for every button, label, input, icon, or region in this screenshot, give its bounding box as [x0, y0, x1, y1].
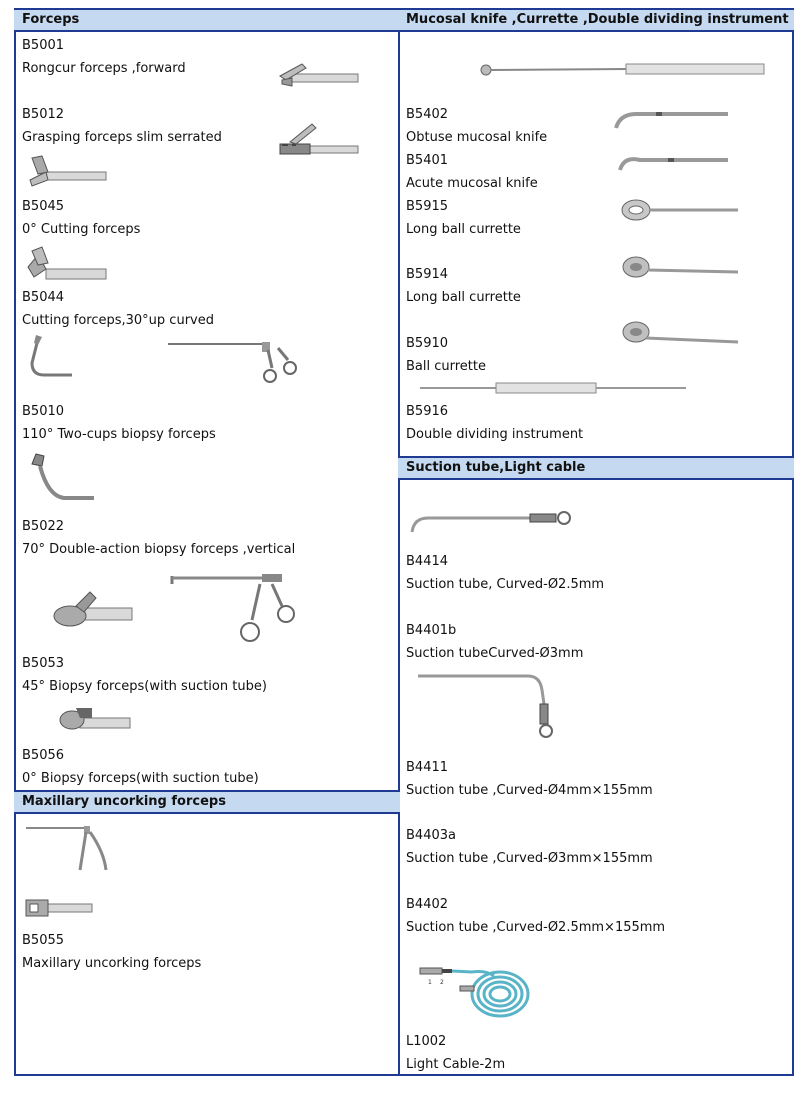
- item-name: Suction tubeCurved-Ø3mm: [406, 646, 584, 661]
- item-code: B4402: [406, 897, 449, 912]
- two-cups-biopsy-tip-image: [24, 333, 76, 381]
- item-name: Rongcur forceps ,forward: [22, 61, 186, 76]
- item-code: B5012: [22, 107, 65, 122]
- suction-tube-b4401b-image: [416, 670, 562, 740]
- item-code: B5045: [22, 199, 65, 214]
- cable-mark-2: 2: [440, 979, 444, 986]
- double-action-biopsy-image: [24, 452, 96, 504]
- biopsy-45-forceps-image: [168, 570, 308, 646]
- cable-mark-1: 1: [428, 979, 432, 986]
- item-code: B5916: [406, 404, 449, 419]
- item-code: B5910: [406, 336, 449, 351]
- item-code: B4403a: [406, 828, 456, 843]
- item-code: B5044: [22, 290, 65, 305]
- item-code: B4414: [406, 554, 449, 569]
- curette-overview-image: [478, 56, 768, 82]
- item-name: Suction tube, Curved-Ø2.5mm: [406, 577, 605, 592]
- suction-tube-b4414-image: [408, 506, 574, 536]
- item-name: Long ball currette: [406, 290, 521, 305]
- item-code: B5053: [22, 656, 65, 671]
- item-name: 70° Double-action biopsy forceps ,vertical: [22, 542, 296, 557]
- item-code: B5001: [22, 38, 65, 53]
- item-name: Light Cable-2m: [406, 1057, 506, 1072]
- item-name: Grasping forceps slim serrated: [22, 130, 222, 145]
- column-divider: [398, 8, 400, 1076]
- rongeur-forceps-image: [276, 52, 361, 90]
- item-code: B4401b: [406, 623, 457, 638]
- item-name: Maxillary uncorking forceps: [22, 956, 202, 971]
- forceps-header: Forceps: [14, 8, 400, 32]
- item-name: Suction tube ,Curved-Ø2.5mm×155mm: [406, 920, 666, 935]
- maxillary-forceps-image: [24, 822, 110, 874]
- cutting-forceps-30-image: [24, 245, 108, 283]
- suction-header: Suction tube,Light cable: [398, 456, 794, 480]
- cutting-forceps-0-image: [26, 152, 108, 188]
- item-name: 110° Two-cups biopsy forceps: [22, 427, 216, 442]
- item-name: Suction tube ,Curved-Ø3mm×155mm: [406, 851, 653, 866]
- item-code: B5056: [22, 748, 65, 763]
- item-name: 0° Cutting forceps: [22, 222, 141, 237]
- maxillary-header: Maxillary uncorking forceps: [14, 790, 400, 814]
- item-name: 0° Biopsy forceps(with suction tube): [22, 771, 259, 786]
- item-code: B5010: [22, 404, 65, 419]
- grasping-forceps-image: [276, 118, 361, 160]
- long-ball-currette-1-image: [620, 196, 740, 224]
- item-code: B5022: [22, 519, 65, 534]
- item-code: B5402: [406, 107, 449, 122]
- acute-knife-image: [618, 150, 732, 174]
- long-ball-currette-2-image: [620, 254, 740, 282]
- item-name: Long ball currette: [406, 222, 521, 237]
- mucosal-header: Mucosal knife ,Currette ,Double dividing instrument: [398, 8, 794, 32]
- item-code: B4411: [406, 760, 449, 775]
- ball-currette-image: [620, 320, 740, 350]
- item-name: Cutting forceps,30°up curved: [22, 313, 214, 328]
- biopsy-0-tip-image: [56, 700, 132, 738]
- item-code: B5401: [406, 153, 449, 168]
- item-code: B5055: [22, 933, 65, 948]
- maxillary-forceps-tip-image: [24, 894, 94, 922]
- biopsy-45-tip-image: [50, 588, 134, 632]
- two-cups-biopsy-forceps-image: [166, 338, 306, 386]
- item-name: Double dividing instrument: [406, 427, 584, 442]
- item-name: 45° Biopsy forceps(with suction tube): [22, 679, 267, 694]
- item-code: L1002: [406, 1034, 447, 1049]
- item-code: B5915: [406, 199, 449, 214]
- item-name: Acute mucosal knife: [406, 176, 538, 191]
- item-code: B5914: [406, 267, 449, 282]
- item-name: Suction tube ,Curved-Ø4mm×155mm: [406, 783, 653, 798]
- item-name: Ball currette: [406, 359, 486, 374]
- obtuse-knife-image: [612, 106, 732, 132]
- double-dividing-instrument-image: [418, 380, 688, 396]
- item-name: Obtuse mucosal knife: [406, 130, 548, 145]
- light-cable-image: [416, 960, 536, 1022]
